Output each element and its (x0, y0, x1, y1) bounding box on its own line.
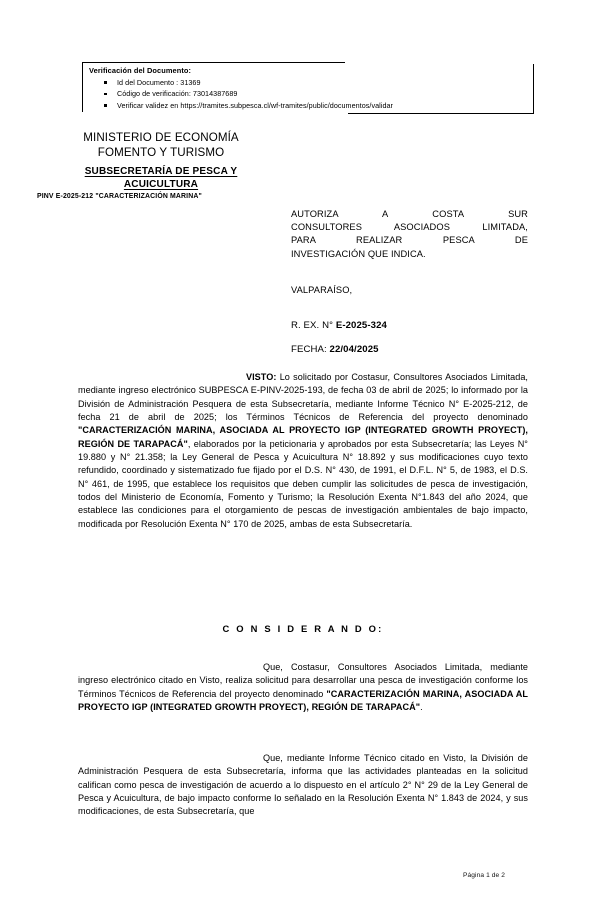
verification-item-url: Verificar validez en https://tramites.subpesca.cl/wf-tramites/public/documentos/validar (117, 100, 393, 110)
verification-title: Verificación del Documento: (89, 66, 192, 75)
considerando-paragraph-1 (78, 661, 528, 714)
subsecretaria-heading (36, 165, 286, 191)
visto-paragraph (78, 371, 528, 531)
document-subject-block (291, 208, 528, 261)
resolution-date-label: FECHA: (291, 344, 327, 355)
verification-item-id: Id del Documento : 31369 (117, 78, 201, 87)
considerando-1-project-name: "CARACTERIZACIÓN MARINA, ASOCIADA AL PROYECTO IGP (INTEGRATED GROWTH PROYECT), REGIÓN DE TARAPACÁ" (78, 688, 528, 713)
resolution-number-value: E-2025-324 (335, 320, 387, 331)
ministry-line-1: MINISTERIO DE ECONOMÍA (83, 131, 239, 144)
verification-item-code: Código de verificación: 73014387689 (117, 89, 238, 99)
subject-line-4: INVESTIGACIÓN QUE INDICA. (291, 248, 426, 259)
list-item (101, 77, 534, 88)
considerando-1-text-part-1: Que, Costasur, Consultores Asociados Limitada, mediante ingreso electrónico citado en Visto, realiza solicitud para desarrollar una pesca de investigación conforme los Términos Técnicos de Referencia del proyecto denominado (78, 662, 528, 699)
issue-place: VALPARAÍSO, (291, 285, 353, 295)
bullet-square-icon (104, 104, 107, 107)
considerando-1-text-part-2: . (420, 702, 423, 713)
page-footer: Página 1 de 2 (463, 872, 505, 879)
considerando-paragraph-2 (78, 752, 528, 819)
subject-line-2: CONSULTORES ASOCIADOS LIMITADA, (291, 222, 528, 233)
considerando-heading: C O N S I D E R A N D O: (222, 623, 384, 634)
resolution-date-line (291, 344, 379, 355)
list-item (101, 88, 534, 99)
bullet-square-icon (104, 93, 107, 96)
subsecretaria-line-1: SUBSECRETARÍA DE PESCA Y (84, 166, 238, 177)
resolution-number-label: R. EX. N° (291, 320, 334, 331)
document-verification-box (82, 62, 534, 114)
considerando-2-text: Que, mediante Informe Técnico citado en Visto, la División de Administración Pesquera de esta Subsecretaría, informa que las actividades planteadas en la solicitud califican como pesca de investigación de acuerdo a lo dispuesto en el artículo 2° N° 29 de la Ley General de Pesca y Acuicultura, de bajo impacto conforme lo señalado en la Resolución Exenta N° 1.843 de 2024, y sus modificaciones, de esta Subsecretaría, que (78, 753, 528, 817)
visto-text-part-2: , elaborados por la peticionaria y aprobados por esta Subsecretaría; las Leyes N° 19.880 y N° 21.358; la Ley General de Pesca y Acuicultura N° 18.892 y sus modificaciones cuyo texto refundido, coordinado y sistematizado fue fijado por el D.S. N° 430, de 1991, el D.F.L. N° 5, de 1983, el D.S. N° 461, de 1995, que establece los requisitos que deben cumplir las solicitudes de pesca de investigación, todos del Ministerio de Economía, Fomento y Turismo; la Resolución Exenta N°1.843 del año 2024, que establece las condiciones para el otorgamiento de pescas de investigación ambientales de bajo impacto, modificada por Resolución Exenta N° 170 de 2025, ambas de esta Subsecretaría. (78, 438, 528, 529)
subject-line-3: PARA REALIZAR PESCA DE (291, 235, 528, 246)
bullet-square-icon (104, 81, 107, 84)
ministry-heading (36, 131, 286, 160)
resolution-number-line (291, 320, 387, 331)
verification-box-notch-bottom (80, 112, 348, 116)
ministry-line-2: FOMENTO Y TURISMO (97, 145, 225, 159)
pinv-reference: PINV E-2025-212 "CARACTERIZACIÓN MARINA" (37, 193, 202, 200)
verification-box-notch-top (345, 60, 537, 64)
list-item (101, 100, 534, 111)
visto-text-part-1: Lo solicitado por Costasur, Consultores Asociados Limitada, mediante ingreso electrónico SUBPESCA E-PINV-2025-193, de fecha 03 de abril de 2025; lo informado por la División de Administración Pesquera de esta Subsecretaría, mediante Informe Técnico N° E-2025-212, de fecha 21 de abril de 2025; los Términos Técnicos de Referencia del proyecto denominado (78, 372, 528, 423)
visto-heading: VISTO: (246, 372, 277, 382)
subject-line-1: AUTORIZA A COSTA SUR (291, 209, 528, 219)
visto-project-name: "CARACTERIZACIÓN MARINA, ASOCIADA AL PROYECTO IGP (INTEGRATED GROWTH PROYECT), REGIÓN DE TARAPACÁ" (78, 425, 528, 449)
verification-box-border (82, 62, 534, 114)
resolution-date-value: 22/04/2025 (329, 344, 379, 355)
verification-list (101, 77, 534, 111)
subsecretaria-line-2: ACUICULTURA (123, 179, 199, 190)
